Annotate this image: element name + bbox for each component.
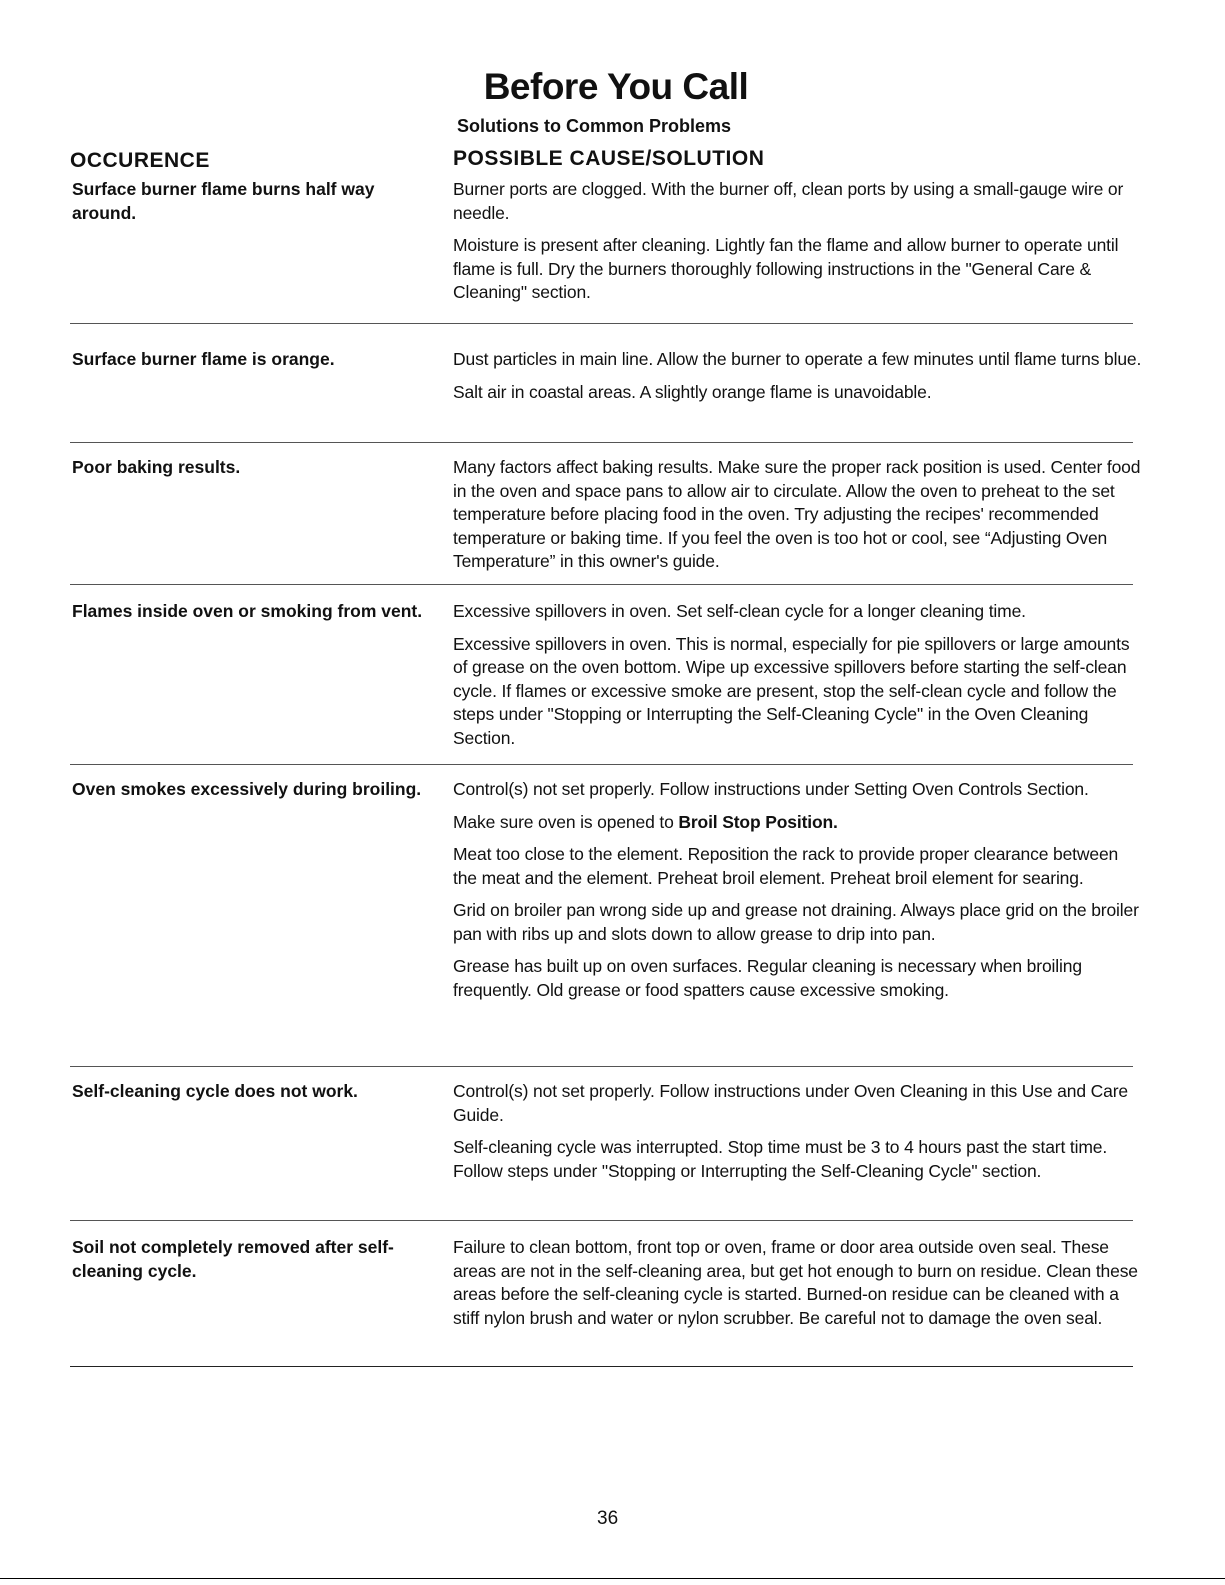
solution-column-heading: POSSIBLE CAUSE/SOLUTION — [453, 147, 765, 170]
row-divider — [70, 1066, 1133, 1067]
solution-block — [453, 1236, 1143, 1339]
solution-text: Grease has built up on oven surfaces. Regular cleaning is necessary when broiling frequently. Old grease or food spatters cause excessive smoking. — [453, 956, 1082, 1000]
solution-text — [453, 811, 1143, 835]
occurrence-text: Oven smokes excessively during broiling. — [72, 779, 422, 799]
occurrence-text: Self-cleaning cycle does not work. — [72, 1081, 358, 1101]
solution-text: Self-cleaning cycle was interrupted. Stop time must be 3 to 4 hours past the start time. Follow steps under "Stopping or Interrupting the Self-Cleaning Cycle" section. — [453, 1137, 1108, 1181]
solution-block — [453, 778, 1143, 1011]
occurrence-text: Soil not completely removed after self-cleaning cycle. — [72, 1237, 394, 1281]
row-divider — [70, 442, 1133, 443]
page-subtitle: Solutions to Common Problems — [457, 116, 732, 136]
solution-text-lead: Make sure oven is opened to — [453, 811, 679, 832]
solution-text: Failure to clean bottom, front top or oven, frame or door area outside oven seal. These areas are not in the self-cleaning area, but get hot enough to burn on residue. Clean these areas before the self-cleaning cycle is started. Burned-on residue can be cleaned with a stiff nylon brush and water or nylon scrubber. Be careful not to damage the oven seal. — [453, 1237, 1138, 1328]
occurrence-text: Surface burner flame is orange. — [72, 349, 335, 369]
solution-text: Dust particles in main line. Allow the burner to operate a few minutes until flame turns blue. — [453, 349, 1142, 369]
occurrence-column-heading: OCCURENCE — [70, 149, 210, 172]
occurrence-text: Flames inside oven or smoking from vent. — [72, 601, 423, 621]
table-bottom-rule — [70, 1366, 1133, 1367]
row-divider — [70, 323, 1133, 324]
solution-text: Burner ports are clogged. With the burner off, clean ports by using a small-gauge wire or needle. — [453, 179, 1124, 223]
occurrence-text: Poor baking results. — [72, 457, 241, 477]
broil-stop-position-emphasis: Broil Stop Position. — [678, 811, 838, 832]
solution-block — [453, 600, 1143, 759]
solution-text: Moisture is present after cleaning. Lightly fan the flame and allow burner to operate until flame is full. Dry the burners thoroughly following instructions in the "General Care & Cleaning" section. — [453, 235, 1119, 302]
occurrence-text: Surface burner flame burns half way around. — [72, 179, 375, 223]
row-divider — [70, 1220, 1133, 1221]
solution-text: Control(s) not set properly. Follow instructions under Oven Cleaning in this Use and Care Guide. — [453, 1081, 1128, 1125]
solution-block — [453, 1080, 1143, 1192]
solution-text: Grid on broiler pan wrong side up and grease not draining. Always place grid on the broiler pan with ribs up and slots down to allow grease to drip into pan. — [453, 900, 1139, 944]
solution-text: Excessive spillovers in oven. Set self-clean cycle for a longer cleaning time. — [453, 601, 1026, 621]
page-title: Before You Call — [483, 66, 749, 107]
solution-text: Meat too close to the element. Reposition the rack to provide proper clearance between the meat and the element. Preheat broil element. Preheat broil element for searing. — [453, 844, 1119, 888]
page-number: 36 — [597, 1508, 619, 1529]
solution-text: Excessive spillovers in oven. This is normal, especially for pie spillovers or large amounts of grease on the oven bottom. Wipe up excessive spillovers before starting the self-clean cycle. If flames or excessive smoke are present, stop the self-clean cycle and follow the steps under "Stopping or Interrupting the Self-Cleaning Cycle" in the Oven Cleaning Section. — [453, 633, 1130, 748]
solution-text: Control(s) not set properly. Follow instructions under Setting Oven Controls Section. — [453, 779, 1089, 799]
solution-block — [453, 178, 1143, 314]
row-divider — [70, 764, 1133, 765]
solution-text: Many factors affect baking results. Make sure the proper rack position is used. Center food in the oven and space pans to allow air to circulate. Allow the oven to preheat to the set temperature before placing food in the oven. Try adjusting the recipes' recommended temperature or baking time. If you feel the oven is too hot or cool, see “Adjusting Oven Temperature” in this owner's guide. — [453, 457, 1141, 571]
solution-text: Salt air in coastal areas. A slightly orange flame is unavoidable. — [453, 381, 932, 402]
row-divider — [70, 584, 1133, 585]
solution-block — [453, 348, 1143, 413]
scan-edge-line — [0, 1578, 1225, 1579]
solution-block — [453, 456, 1143, 583]
